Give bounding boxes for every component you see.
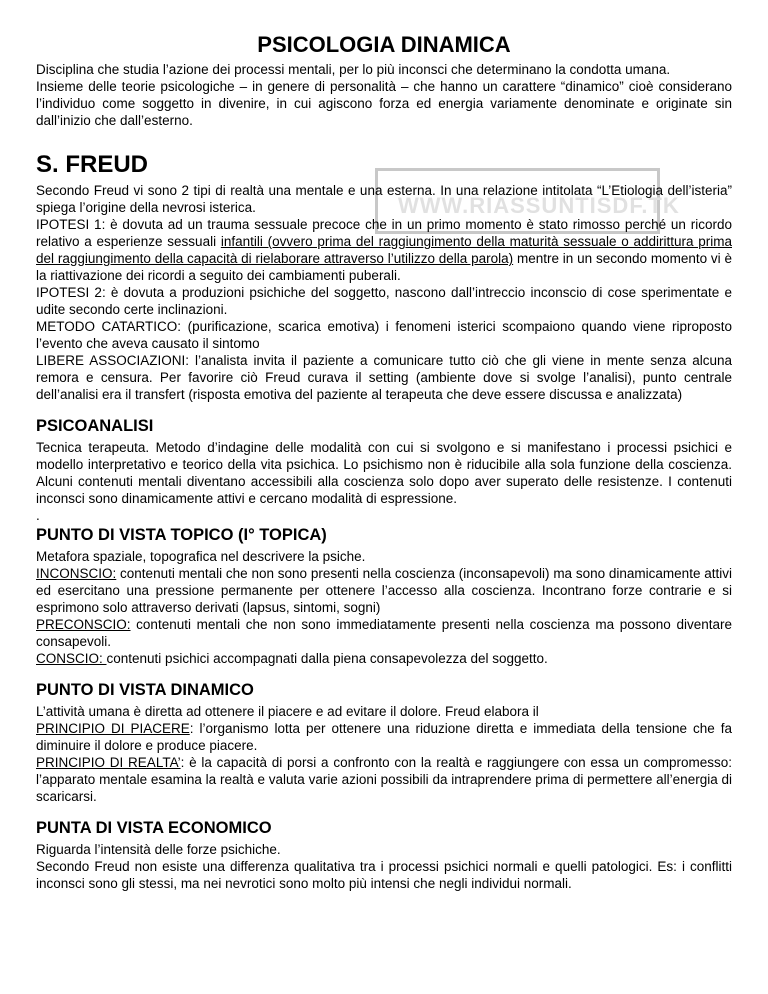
topico-intro: Metafora spaziale, topografica nel descrivere la psiche. xyxy=(36,549,366,564)
conscio-paragraph xyxy=(36,650,732,667)
preconscio-label: PRECONSCIO: xyxy=(36,617,131,632)
intro-paragraph-1: Disciplina che studia l’azione dei processi mentali, per lo più inconsci che determinano la condotta umana. xyxy=(36,62,671,77)
psicoanalisi-heading: PSICOANALISI xyxy=(36,417,154,435)
piacere-label: PRINCIPIO DI PIACERE xyxy=(36,721,190,736)
inconscio-paragraph xyxy=(36,565,732,616)
topico-heading: PUNTO DI VISTA TOPICO (I° TOPICA) xyxy=(36,526,327,544)
economico-paragraph-1: Riguarda l’intensità delle forze psichiche. xyxy=(36,842,281,857)
preconscio-paragraph xyxy=(36,616,732,650)
dinamico-heading: PUNTO DI VISTA DINAMICO xyxy=(36,681,254,699)
inconscio-label: INCONSCIO: xyxy=(36,566,117,581)
conscio-text: contenuti psichici accompagnati dalla piena consapevolezza del soggetto. xyxy=(106,651,548,666)
ipotesi-2: IPOTESI 2: è dovuta a produzioni psichiche del soggetto, nascono dall’intreccio inconscio di cose sperimentate e udite secondo certe inclinazioni. xyxy=(36,285,732,317)
ipotesi-1-end: mentre in un secondo momento vi è la riattivazione dei ricordi a seguito dei cambiamenti puberali. xyxy=(36,251,732,283)
libere-associazioni: LIBERE ASSOCIAZIONI: l’analista invita il paziente a comunicare tutto ciò che gli viene in mente senza alcuna remora e censura. Per favorire ciò Freud curava il setting (ambiente dove si svolge l’analisi), punto centrale dell’analisi era il transfert (risposta emotiva del paziente al terapeuta che deve essere discussa e analizzata) xyxy=(36,353,732,402)
realta-label: PRINCIPIO DI REALTA’ xyxy=(36,755,181,770)
ipotesi-1 xyxy=(36,216,732,284)
conscio-label: CONSCIO: xyxy=(36,651,107,666)
economico-heading: PUNTA DI VISTA ECONOMICO xyxy=(36,819,272,837)
dinamico-intro: L’attività umana è diretta ad ottenere il piacere e ad evitare il dolore. Freud elabora il xyxy=(36,704,539,719)
watermark-text: WWW.RIASSUNTISDF.TK xyxy=(398,193,680,218)
ipotesi-1-text: IPOTESI 1: è dovuta ad un trauma sessuale precoce che in un primo momento è stato rimosso perché un ricordo relativo a esperienze sessuali xyxy=(36,217,732,249)
stray-dot: . xyxy=(36,508,40,523)
principio-piacere xyxy=(36,720,732,754)
freud-heading: S. FREUD xyxy=(36,151,149,178)
inconscio-text: contenuti mentali che non sono presenti nella coscienza (inconsapevoli) ma sono dinamicamente attivi ed esercitano una pressione permanente per ottenere l’accesso alla coscienza. Incontrano forze contrarie e si esprimono solo attraverso derivati (lapsus, sintomi, sogni) xyxy=(36,566,732,615)
page-title: PSICOLOGIA DINAMICA xyxy=(257,32,511,57)
psicoanalisi-paragraph: Tecnica terapeuta. Metodo d’indagine delle modalità con cui si svolgono e si manifestano i processi psichici e modello interpretativo e teorico della vita psichica. Lo psichismo non è riducibile alla sola funzione della coscienza. Alcuni contenuti mentali diventano accessibili alla coscienza solo dopo aver superato delle resistenze. I contenuti inconsci sono dinamicamente attivi e cercano modalità di espressione. xyxy=(36,440,732,506)
metodo-catartico: METODO CATARTICO: (purificazione, scarica emotiva) i fenomeni isterici scompaiono quando viene riproposto l’evento che aveva causato il sintomo xyxy=(36,319,732,351)
document-page xyxy=(36,32,732,892)
ipotesi-1-underlined: infantili (ovvero prima del raggiungimento della maturità sessuale o addirittura prima del raggiungimento della capacità di rielaborare attraverso l’utilizzo della parola) xyxy=(36,234,732,266)
preconscio-text: contenuti mentali che non sono immediatamente presenti nella coscienza ma possono diventare consapevoli. xyxy=(36,617,732,649)
freud-paragraph-1: Secondo Freud vi sono 2 tipi di realtà una mentale e una esterna. In una relazione intitolata “L’Etiologia dell’isteria” spiega l’origine della nevrosi isterica. xyxy=(36,183,732,215)
intro-paragraph-2: Insieme delle teorie psicologiche – in genere di personalità – che hanno un carattere “dinamico” cioè considerano l’individuo come soggetto in divenire, in cui agiscono forza ed energia variamente denominate e originate sin dall’inizio che dall’esterno. xyxy=(36,79,732,128)
principio-realta xyxy=(36,754,732,805)
realta-text: : è la capacità di porsi a confronto con la realtà e raggiungere con essa un compromesso: l’apparato mentale esamina la realtà e valuta varie azioni possibili da intraprendere prima di permettere all’energia di scaricarsi. xyxy=(36,755,732,804)
piacere-text: : l’organismo lotta per ottenere una riduzione diretta e immediata della tensione che fa diminuire il dolore e produce piacere. xyxy=(36,721,732,753)
economico-paragraph-2: Secondo Freud non esiste una differenza qualitativa tra i processi psichici normali e quelli patologici. Es: i conflitti inconsci sono gli stessi, ma nei nevrotici sono molto più intensi che negli individui normali. xyxy=(36,859,732,891)
